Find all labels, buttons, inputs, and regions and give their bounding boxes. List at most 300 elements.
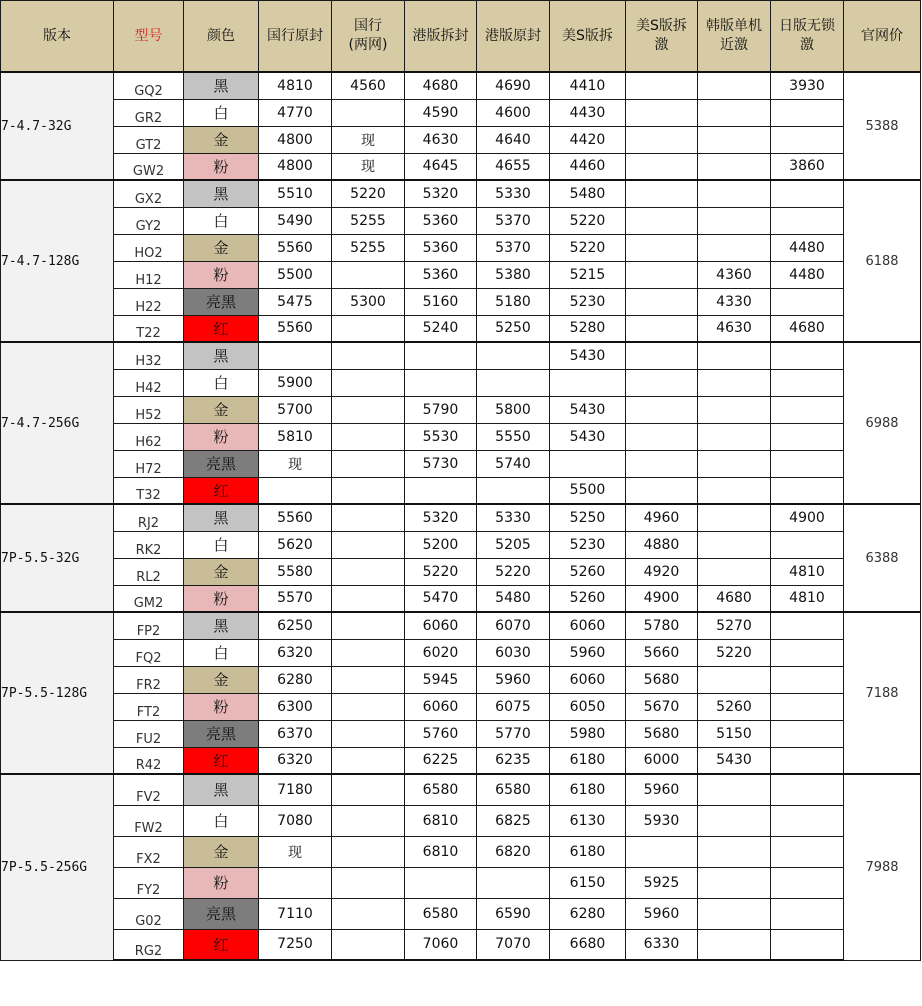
model-cell: HO2 [114, 234, 184, 261]
model-cell: T22 [114, 315, 184, 342]
price-cell [698, 99, 771, 126]
price-cell [626, 836, 698, 867]
version-cell: 7-4.7-32G [1, 72, 114, 180]
price-cell: 7180 [259, 774, 332, 805]
price-cell: 5320 [405, 180, 477, 207]
model-cell: H22 [114, 288, 184, 315]
price-cell [698, 867, 771, 898]
price-cell: 6180 [550, 747, 626, 774]
table-row [1, 929, 921, 960]
price-cell [332, 585, 405, 612]
price-cell: 5430 [550, 396, 626, 423]
header-hk-sealed: 港版原封 [477, 1, 550, 73]
price-cell: 4480 [771, 234, 844, 261]
price-cell [405, 342, 477, 369]
price-cell: 5220 [405, 558, 477, 585]
price-cell: 5810 [259, 423, 332, 450]
price-cell [771, 898, 844, 929]
price-cell [626, 423, 698, 450]
price-cell: 5780 [626, 612, 698, 639]
price-cell: 6330 [626, 929, 698, 960]
price-cell: 5560 [259, 234, 332, 261]
price-cell [771, 477, 844, 504]
model-cell: GY2 [114, 207, 184, 234]
table-header [1, 1, 921, 73]
price-cell [771, 805, 844, 836]
price-cell [698, 369, 771, 396]
price-cell: 6825 [477, 805, 550, 836]
table-row [1, 180, 921, 207]
price-cell [771, 929, 844, 960]
price-cell: 4590 [405, 99, 477, 126]
price-cell [698, 558, 771, 585]
price-cell [477, 369, 550, 396]
price-cell [698, 342, 771, 369]
price-cell: 6235 [477, 747, 550, 774]
price-cell [771, 693, 844, 720]
price-cell [332, 666, 405, 693]
price-cell: 5360 [405, 261, 477, 288]
price-cell [259, 342, 332, 369]
price-cell: 5470 [405, 585, 477, 612]
table-row [1, 207, 921, 234]
color-cell: 红 [184, 747, 259, 774]
price-cell [771, 720, 844, 747]
price-cell [626, 180, 698, 207]
price-cell: 6000 [626, 747, 698, 774]
price-cell [332, 423, 405, 450]
price-cell: 5230 [550, 288, 626, 315]
price-cell: 5300 [332, 288, 405, 315]
version-cell: 7P-5.5-256G [1, 774, 114, 960]
price-cell [698, 898, 771, 929]
table-row [1, 99, 921, 126]
price-cell: 5430 [550, 423, 626, 450]
price-cell: 6060 [405, 612, 477, 639]
price-cell [626, 126, 698, 153]
official-price-cell: 7188 [844, 612, 921, 774]
price-cell: 6580 [405, 774, 477, 805]
price-cell: 6050 [550, 693, 626, 720]
color-cell: 黑 [184, 504, 259, 531]
table-row [1, 288, 921, 315]
version-group [1, 774, 921, 960]
price-cell [332, 531, 405, 558]
price-cell [626, 369, 698, 396]
price-cell: 5960 [626, 774, 698, 805]
price-cell: 5220 [698, 639, 771, 666]
price-cell: 4690 [477, 72, 550, 99]
color-cell: 金 [184, 396, 259, 423]
table-row [1, 477, 921, 504]
price-cell [771, 369, 844, 396]
price-cell: 5255 [332, 207, 405, 234]
price-cell [477, 342, 550, 369]
price-cell: 5320 [405, 504, 477, 531]
table-row [1, 396, 921, 423]
model-cell: FP2 [114, 612, 184, 639]
model-cell: RG2 [114, 929, 184, 960]
price-cell [771, 774, 844, 805]
price-cell: 5480 [477, 585, 550, 612]
version-cell: 7-4.7-128G [1, 180, 114, 342]
price-cell [771, 747, 844, 774]
price-cell: 4480 [771, 261, 844, 288]
color-cell: 亮黑 [184, 450, 259, 477]
price-cell [332, 612, 405, 639]
price-cell: 现 [332, 153, 405, 180]
price-cell: 4900 [771, 504, 844, 531]
color-cell: 粉 [184, 585, 259, 612]
price-cell [550, 450, 626, 477]
price-cell: 5255 [332, 234, 405, 261]
table-row [1, 867, 921, 898]
price-cell: 5360 [405, 234, 477, 261]
price-cell: 5510 [259, 180, 332, 207]
color-cell: 粉 [184, 693, 259, 720]
version-group [1, 72, 921, 180]
price-cell [332, 836, 405, 867]
price-cell: 5260 [550, 558, 626, 585]
color-cell: 粉 [184, 261, 259, 288]
price-cell [332, 558, 405, 585]
model-cell: FR2 [114, 666, 184, 693]
model-cell: GX2 [114, 180, 184, 207]
price-cell: 4640 [477, 126, 550, 153]
table-row [1, 639, 921, 666]
price-cell: 4645 [405, 153, 477, 180]
table-row [1, 234, 921, 261]
price-cell [332, 396, 405, 423]
color-cell: 黑 [184, 342, 259, 369]
price-cell: 5680 [626, 720, 698, 747]
price-cell [771, 612, 844, 639]
price-cell: 4630 [698, 315, 771, 342]
color-cell: 亮黑 [184, 288, 259, 315]
model-cell: G02 [114, 898, 184, 929]
price-cell [405, 369, 477, 396]
model-cell: FW2 [114, 805, 184, 836]
price-cell [332, 504, 405, 531]
header-kr-activated: 韩版单机 近激 [698, 1, 771, 73]
price-cell [698, 396, 771, 423]
price-cell: 5700 [259, 396, 332, 423]
model-cell: FQ2 [114, 639, 184, 666]
price-cell [771, 99, 844, 126]
price-cell [698, 836, 771, 867]
price-cell: 5330 [477, 504, 550, 531]
price-cell: 4880 [626, 531, 698, 558]
price-cell: 5500 [259, 261, 332, 288]
model-cell: GR2 [114, 99, 184, 126]
price-cell: 6030 [477, 639, 550, 666]
price-cell: 5740 [477, 450, 550, 477]
price-cell [698, 423, 771, 450]
price-cell: 6280 [550, 898, 626, 929]
price-cell: 4810 [771, 585, 844, 612]
price-cell: 6075 [477, 693, 550, 720]
price-cell: 6130 [550, 805, 626, 836]
price-cell: 7250 [259, 929, 332, 960]
price-cell: 7060 [405, 929, 477, 960]
price-cell: 5790 [405, 396, 477, 423]
price-cell [626, 234, 698, 261]
price-cell [698, 531, 771, 558]
price-cell: 4920 [626, 558, 698, 585]
model-cell: FY2 [114, 867, 184, 898]
price-cell [477, 477, 550, 504]
price-cell: 6320 [259, 747, 332, 774]
price-cell: 4460 [550, 153, 626, 180]
price-cell [332, 477, 405, 504]
price-cell: 5680 [626, 666, 698, 693]
header-cn-two-net: 国行 (两网) [332, 1, 405, 73]
price-cell: 4680 [698, 585, 771, 612]
version-group [1, 342, 921, 504]
price-cell [332, 342, 405, 369]
price-cell: 5960 [477, 666, 550, 693]
color-cell: 红 [184, 477, 259, 504]
color-cell: 红 [184, 315, 259, 342]
price-cell [332, 929, 405, 960]
price-cell: 5660 [626, 639, 698, 666]
table-row [1, 369, 921, 396]
color-cell: 黑 [184, 72, 259, 99]
color-cell: 白 [184, 805, 259, 836]
color-cell: 白 [184, 369, 259, 396]
price-cell: 现 [259, 450, 332, 477]
official-price-cell: 6988 [844, 342, 921, 504]
price-cell: 5370 [477, 234, 550, 261]
price-cell: 4600 [477, 99, 550, 126]
price-cell [332, 867, 405, 898]
price-cell: 6060 [550, 612, 626, 639]
table-row [1, 423, 921, 450]
model-cell: FU2 [114, 720, 184, 747]
price-cell: 6225 [405, 747, 477, 774]
price-cell [477, 867, 550, 898]
price-cell: 5250 [550, 504, 626, 531]
color-cell: 粉 [184, 423, 259, 450]
price-cell: 6810 [405, 805, 477, 836]
price-cell [626, 153, 698, 180]
price-cell [332, 315, 405, 342]
price-cell [626, 450, 698, 477]
price-cell: 5160 [405, 288, 477, 315]
header-us-unsealed: 美S版拆 [550, 1, 626, 73]
price-cell: 5925 [626, 867, 698, 898]
price-cell: 4655 [477, 153, 550, 180]
version-cell: 7P-5.5-32G [1, 504, 114, 612]
price-cell: 6810 [405, 836, 477, 867]
model-cell: GT2 [114, 126, 184, 153]
price-cell [332, 720, 405, 747]
price-cell: 7110 [259, 898, 332, 929]
table-row [1, 585, 921, 612]
price-cell: 5900 [259, 369, 332, 396]
table-row [1, 774, 921, 805]
price-cell [771, 666, 844, 693]
official-price-cell: 7988 [844, 774, 921, 960]
price-cell: 6070 [477, 612, 550, 639]
price-cell [698, 929, 771, 960]
version-group [1, 504, 921, 612]
price-cell: 5215 [550, 261, 626, 288]
price-cell [698, 72, 771, 99]
price-cell: 5730 [405, 450, 477, 477]
model-cell: FT2 [114, 693, 184, 720]
price-cell [771, 207, 844, 234]
color-cell: 金 [184, 234, 259, 261]
color-cell: 白 [184, 99, 259, 126]
price-cell: 5230 [550, 531, 626, 558]
color-cell: 亮黑 [184, 898, 259, 929]
model-cell: R42 [114, 747, 184, 774]
color-cell: 粉 [184, 867, 259, 898]
price-cell: 5550 [477, 423, 550, 450]
price-cell [771, 867, 844, 898]
price-cell: 5260 [550, 585, 626, 612]
price-cell: 6150 [550, 867, 626, 898]
color-cell: 红 [184, 929, 259, 960]
color-cell: 黑 [184, 774, 259, 805]
model-cell: RK2 [114, 531, 184, 558]
price-cell: 4770 [259, 99, 332, 126]
color-cell: 黑 [184, 180, 259, 207]
price-cell: 6820 [477, 836, 550, 867]
price-cell: 5800 [477, 396, 550, 423]
price-cell: 4960 [626, 504, 698, 531]
price-cell: 6370 [259, 720, 332, 747]
model-cell: T32 [114, 477, 184, 504]
price-cell [332, 693, 405, 720]
price-cell: 6280 [259, 666, 332, 693]
price-cell: 3860 [771, 153, 844, 180]
price-cell [771, 288, 844, 315]
price-cell: 5960 [626, 898, 698, 929]
price-cell [771, 531, 844, 558]
table-row [1, 126, 921, 153]
price-cell [771, 836, 844, 867]
table-row [1, 315, 921, 342]
color-cell: 白 [184, 207, 259, 234]
model-cell: H12 [114, 261, 184, 288]
model-cell: H52 [114, 396, 184, 423]
price-cell: 4410 [550, 72, 626, 99]
price-cell [771, 639, 844, 666]
price-cell [698, 450, 771, 477]
price-cell [626, 396, 698, 423]
model-cell: GW2 [114, 153, 184, 180]
table-row [1, 836, 921, 867]
price-cell: 6250 [259, 612, 332, 639]
model-cell: RL2 [114, 558, 184, 585]
price-cell: 3930 [771, 72, 844, 99]
header-version: 版本 [1, 1, 114, 73]
header-cn-sealed: 国行原封 [259, 1, 332, 73]
header-official-price: 官网价 [844, 1, 921, 73]
price-cell: 5490 [259, 207, 332, 234]
model-cell: H42 [114, 369, 184, 396]
price-cell: 6680 [550, 929, 626, 960]
price-cell [771, 423, 844, 450]
price-cell [698, 666, 771, 693]
price-cell: 6590 [477, 898, 550, 929]
price-cell [332, 639, 405, 666]
price-cell: 5770 [477, 720, 550, 747]
price-cell: 4680 [771, 315, 844, 342]
price-cell: 6180 [550, 774, 626, 805]
price-cell: 4330 [698, 288, 771, 315]
price-cell: 6060 [550, 666, 626, 693]
price-cell [405, 867, 477, 898]
header-model: 型号 [114, 1, 184, 73]
color-cell: 金 [184, 666, 259, 693]
price-cell [332, 261, 405, 288]
model-cell: FX2 [114, 836, 184, 867]
price-cell [698, 207, 771, 234]
price-cell [626, 72, 698, 99]
price-cell: 5560 [259, 315, 332, 342]
version-cell: 7P-5.5-128G [1, 612, 114, 774]
price-cell [698, 774, 771, 805]
table-row [1, 805, 921, 836]
price-cell: 5220 [477, 558, 550, 585]
price-cell: 4420 [550, 126, 626, 153]
price-cell [332, 99, 405, 126]
version-cell: 7-4.7-256G [1, 342, 114, 504]
table-row [1, 612, 921, 639]
price-cell: 6580 [477, 774, 550, 805]
price-cell [626, 315, 698, 342]
price-cell: 5945 [405, 666, 477, 693]
color-cell: 亮黑 [184, 720, 259, 747]
price-cell: 现 [332, 126, 405, 153]
price-cell [698, 504, 771, 531]
model-cell: GM2 [114, 585, 184, 612]
price-cell [332, 450, 405, 477]
model-cell: H62 [114, 423, 184, 450]
table-row [1, 693, 921, 720]
header-hk-unsealed: 港版拆封 [405, 1, 477, 73]
price-cell: 4430 [550, 99, 626, 126]
price-cell: 6060 [405, 693, 477, 720]
official-price-cell: 5388 [844, 72, 921, 180]
price-cell [626, 342, 698, 369]
table-row [1, 153, 921, 180]
version-group [1, 180, 921, 342]
price-cell [332, 898, 405, 929]
price-cell [698, 234, 771, 261]
table-row [1, 261, 921, 288]
price-cell: 6320 [259, 639, 332, 666]
price-cell [259, 867, 332, 898]
model-cell: H72 [114, 450, 184, 477]
table-row [1, 342, 921, 369]
price-cell [550, 369, 626, 396]
price-cell: 5430 [698, 747, 771, 774]
price-cell [698, 805, 771, 836]
price-cell [698, 153, 771, 180]
color-cell: 金 [184, 558, 259, 585]
price-cell: 4800 [259, 153, 332, 180]
price-cell: 7070 [477, 929, 550, 960]
price-cell [771, 396, 844, 423]
color-cell: 黑 [184, 612, 259, 639]
price-cell: 5570 [259, 585, 332, 612]
price-cell: 5960 [550, 639, 626, 666]
price-cell: 5150 [698, 720, 771, 747]
